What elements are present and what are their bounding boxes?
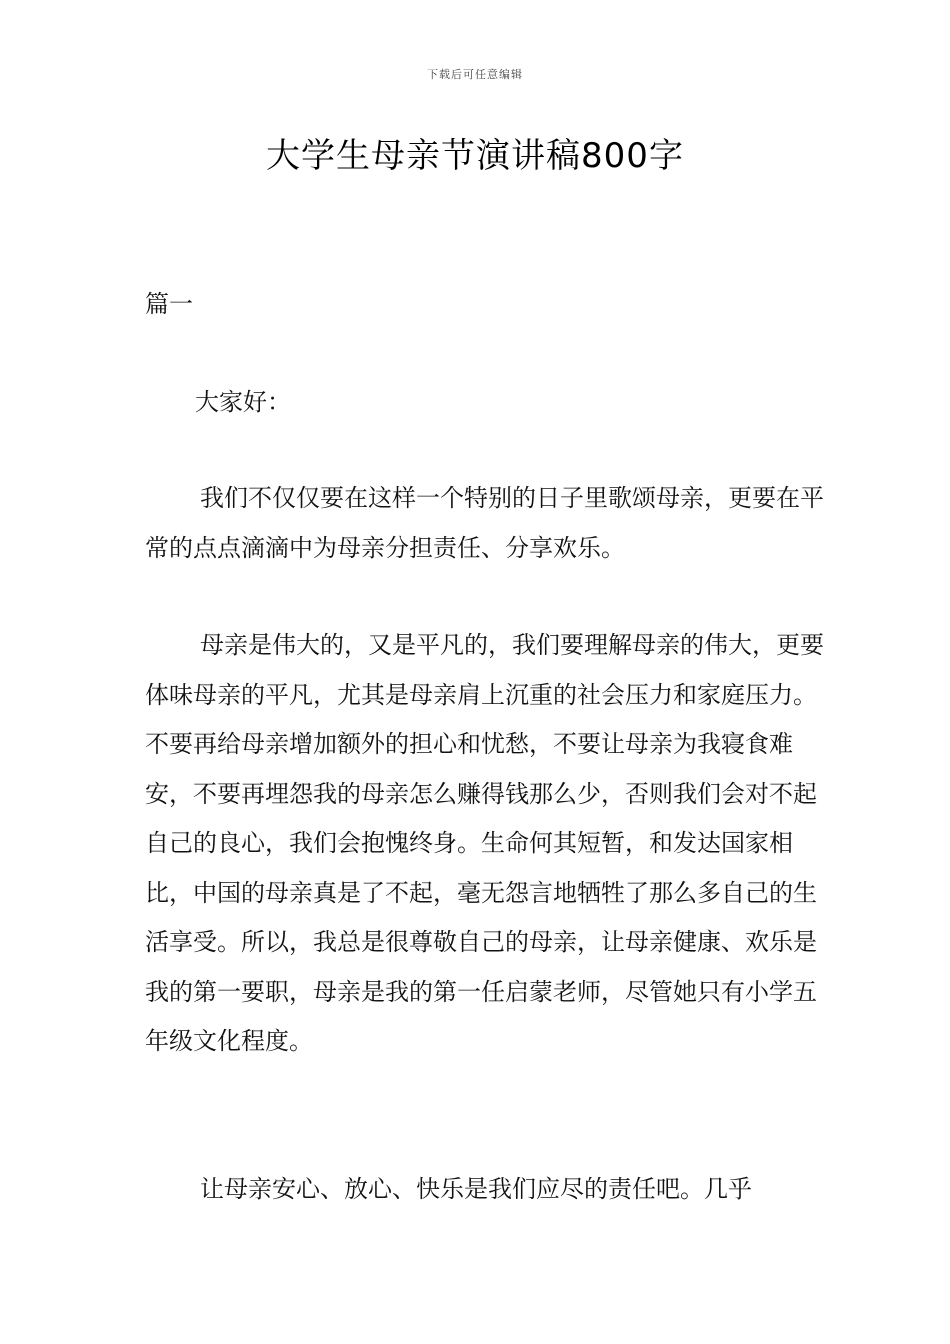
paragraph-3: 让母亲安心、放心、快乐是我们应尽的责任吧。几乎 — [200, 1175, 752, 1203]
greeting-line: 大家好： — [195, 388, 291, 416]
paragraph-2: 母亲是伟大的，又是平凡的，我们要理解母亲的伟大，更要体味母亲的平凡，尤其是母亲肩上沉重的社会压力和家庭压力。不要再给母亲增加额外的担心和忧愁，不要让母亲为我寝食难安，不要再埋怨我的母亲怎么赚得钱那么少，否则我们会对不起自己的良心，我们会抱愧终身。生命何其短暂，和发达国家相比，中国的母亲真是了不起，毫无怨言地牺牲了那么多自己的生活享受。所以，我总是很尊敬自己的母亲，让母亲健康、欢乐是我的第一要职，母亲是我的第一任启蒙老师，尽管她只有小学五年级文化程度。 — [145, 631, 824, 1055]
paragraph-1: 我们不仅仅要在这样一个特别的日子里歌颂母亲，更要在平常的点点滴滴中为母亲分担责任、分享欢乐。 — [145, 484, 824, 562]
section-label: 篇一 — [145, 290, 193, 318]
header-note: 下载后可任意编辑 — [427, 68, 523, 81]
document-title: 大学生母亲节演讲稿800字 — [266, 136, 684, 176]
